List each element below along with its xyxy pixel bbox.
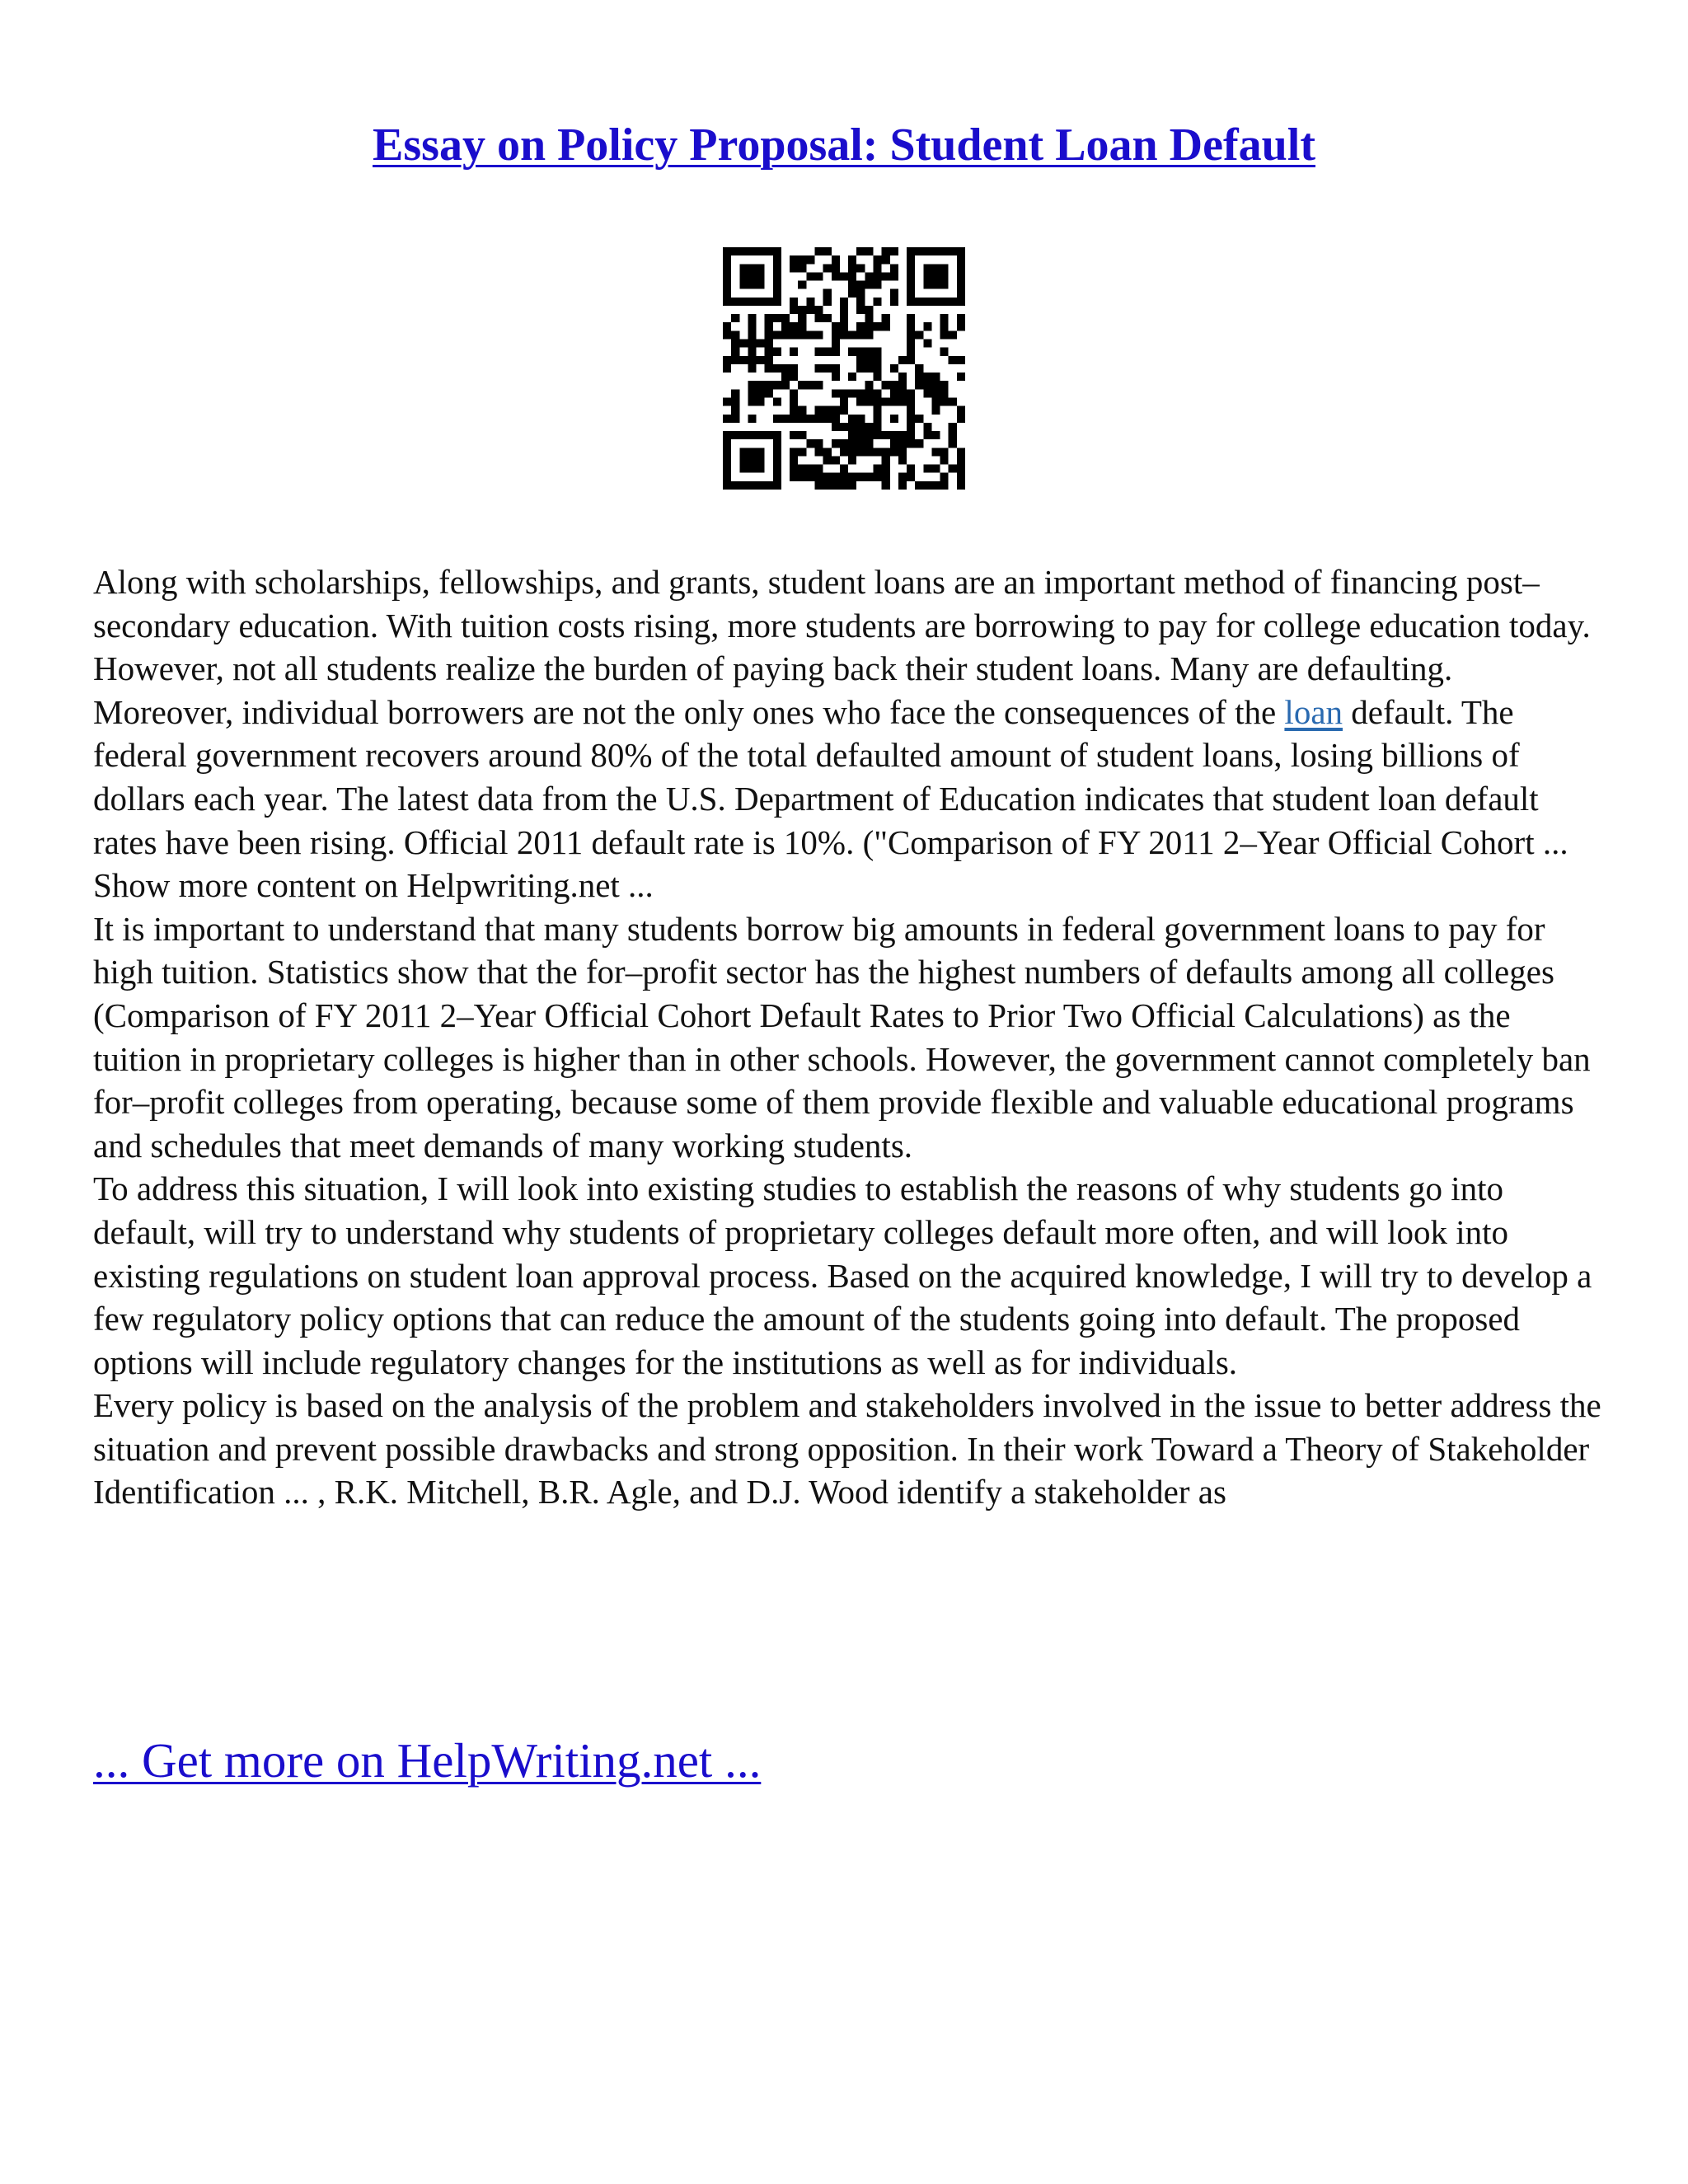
qr-code-graphic [723, 247, 965, 490]
paragraph-1: Along with scholarships, fellowships, and grants, student loans are an important method of financing post–secondary education. With tuition costs rising, more students are borrowing to pay for college education today. However, not all students realize the burden of paying back their student loans. Many are defaulting. [93, 563, 1591, 688]
essay-body [93, 560, 1601, 1514]
paragraph-4: To address this situation, I will look into existing studies to establish the reasons of why students go into default, will try to understand why students of proprietary colleges default more often, and will look into existing regulations on student loan approval process. Based on the acquired knowledge, I will try to develop a few regulatory policy options that can reduce the amount of the students going into default. The proposed options will include regulatory changes for the institutions as well as for individuals. [93, 1169, 1592, 1381]
get-more-section [93, 1731, 761, 1790]
paragraph-5: Every policy is based on the analysis of the problem and stakeholders involved in the issue to better address the situation and prevent possible drawbacks and strong opposition. In their work Toward a Theory of Stakeholder Identification ... , R.K. Mitchell, B.R. Agle, and D.J. Wood identify a stakeholder as [93, 1386, 1601, 1511]
title-link[interactable]: Essay on Policy Proposal: Student Loan Default [373, 120, 1315, 171]
paragraph-2 [93, 691, 1601, 907]
get-more-link[interactable]: ... Get more on HelpWriting.net ... [93, 1733, 762, 1788]
page-title [0, 115, 1688, 175]
loan-link[interactable]: loan [1284, 692, 1343, 731]
paragraph-2-after: default. The federal government recovers around 80% of the total defaulted amount of student loans, losing billions of dollars each year. The latest data from the U.S. Department of Education indicates that student loan default rates have been rising. Official 2011 default rate is 10%. ("Comparison of FY 2011 2–Year Official Cohort ... Show more content on Helpwriting.net ... [93, 692, 1568, 905]
paragraph-3: It is important to understand that many students borrow big amounts in federal government loans to pay for high tuition. Statistics show that the for–profit sector has the highest numbers of defaults among all colleges (Comparison of FY 2011 2–Year Official Cohort Default Rates to Prior Two Official Calculations) as the tuition in proprietary colleges is higher than in other schools. However, the government cannot completely ban for–profit colleges from operating, because some of them provide flexible and valuable educational programs and schedules that meet demands of many working students. [93, 909, 1591, 1165]
paragraph-2-before: Moreover, individual borrowers are not the only ones who face the consequences of the [93, 692, 1285, 731]
qr-code-image [723, 247, 965, 490]
